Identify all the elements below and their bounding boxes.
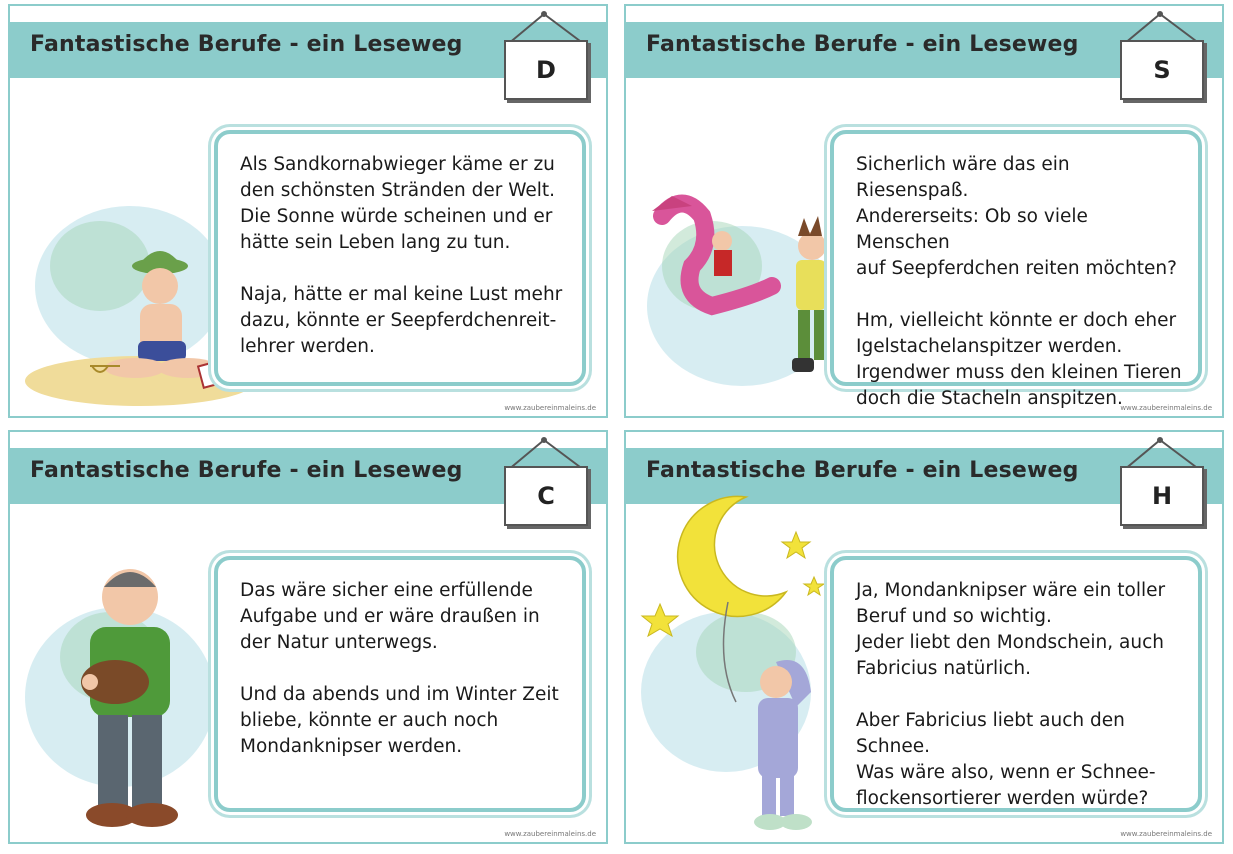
letter-badge: C <box>504 466 588 526</box>
story-paragraph-2: Und da abends und im Winter Zeit bliebe, könnte er auch noch Mondanknipser werden. <box>240 684 559 757</box>
story-paragraph-2: Hm, vielleicht könnte er doch eher Igelstachelanspitzer werden. Irgendwer muss den kleinen Tieren doch die Stacheln anspitzen. <box>856 310 1182 409</box>
footer-url: www.zaubereinmaleins.de <box>1120 830 1212 838</box>
card-d <box>8 4 608 418</box>
story-textbox <box>830 556 1202 812</box>
card-title: Fantastische Berufe - ein Leseweg <box>646 458 1079 483</box>
story-textbox <box>214 130 586 386</box>
letter-sign <box>1112 432 1208 542</box>
card-s <box>624 4 1224 418</box>
card-title: Fantastische Berufe - ein Leseweg <box>646 32 1079 57</box>
moon-switcher-illustration <box>636 492 836 842</box>
story-paragraph-1: Sicherlich wäre das ein Riesenspaß. Andererseits: Ob so viele Menschen auf Seepferdchen reiten möchten? <box>856 154 1177 279</box>
letter-badge: D <box>504 40 588 100</box>
seahorse-rider-illustration <box>632 186 862 396</box>
letter-badge: H <box>1120 466 1204 526</box>
hedgehog-man-illustration <box>20 557 220 842</box>
story-paragraph-1: Als Sandkornabwieger käme er zu den schönsten Stränden der Welt. Die Sonne würde scheinen und er hätte sein Leben lang zu tun. <box>240 154 556 253</box>
footer-url: www.zaubereinmaleins.de <box>1120 404 1212 412</box>
letter-sign <box>496 432 592 542</box>
letter-badge: S <box>1120 40 1204 100</box>
story-paragraph-2: Naja, hätte er mal keine Lust mehr dazu, könnte er Seepferdchenreit- lehrer werden. <box>240 284 563 357</box>
card-title: Fantastische Berufe - ein Leseweg <box>30 458 463 483</box>
card-title: Fantastische Berufe - ein Leseweg <box>30 32 463 57</box>
story-paragraph-1: Ja, Mondanknipser wäre ein toller Beruf und so wichtig. Jeder liebt den Mondschein, auch Fabricius natürlich. <box>856 580 1166 679</box>
story-textbox <box>214 556 586 812</box>
story-paragraph-1: Das wäre sicher eine erfüllende Aufgabe und er wäre draußen in der Natur unterwegs. <box>240 580 540 653</box>
letter-sign <box>496 6 592 116</box>
footer-url: www.zaubereinmaleins.de <box>504 830 596 838</box>
footer-url: www.zaubereinmaleins.de <box>504 404 596 412</box>
story-paragraph-2: Aber Fabricius liebt auch den Schnee. Was wäre also, wenn er Schnee- flockensortierer werden würde? <box>856 710 1156 809</box>
card-c <box>8 430 608 844</box>
letter-sign <box>1112 6 1208 116</box>
card-h <box>624 430 1224 844</box>
